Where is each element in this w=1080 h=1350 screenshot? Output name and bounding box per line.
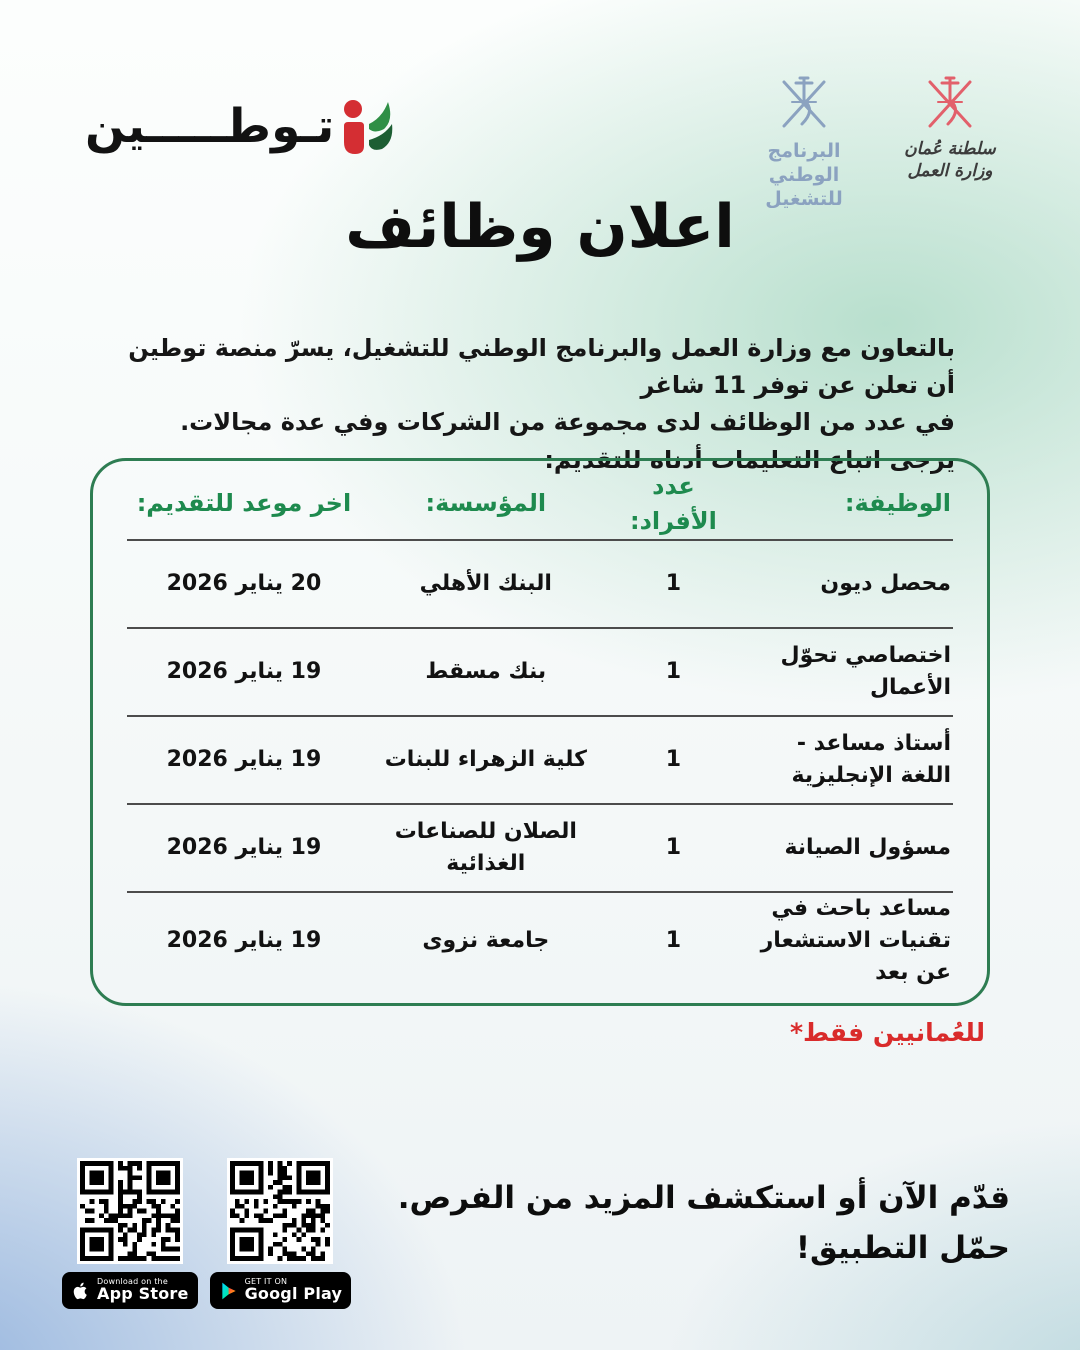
google-play-column [210, 1158, 352, 1309]
app-store-badge-bottom: App Store [97, 1284, 189, 1304]
deadline-cell: 19 يناير 2026 [166, 747, 322, 773]
google-play-badge-bottom: Googl Play [244, 1284, 343, 1304]
app-store-column [62, 1158, 198, 1309]
headcount-cell: 1 [665, 658, 682, 684]
government-logos [740, 72, 1014, 211]
job-title-cell: مسؤول الصيانة [784, 835, 951, 861]
intro-line-1: بالتعاون مع وزارة العمل والبرنامج الوطني للتشغيل، يسرّ منصة توطين أن تعلن عن توفر 11 شاغر [128, 334, 955, 400]
app-store-qr-code [77, 1158, 183, 1264]
app-download-section [62, 1158, 351, 1309]
job-title-cell: محصل ديون [820, 570, 951, 596]
google-play-badge[interactable] [210, 1272, 352, 1309]
organization-cell: البنك الأهلي [419, 570, 552, 596]
deadline-cell: 19 يناير 2026 [166, 658, 322, 684]
headcount-cell: 1 [665, 835, 682, 861]
job-title-cell: مساعد باحث في تقنيات الاستشعار عن بعد [760, 896, 951, 986]
intro-line-2: في عدد من الوظائف لدى مجموعة من الشركات وفي عدة مجالات. [180, 408, 955, 437]
ministry-logo-text: سلطنة عُمان وزارة العمل [904, 139, 996, 182]
ministry-of-labour-logo [886, 72, 1014, 182]
cta-line-1: قدّم الآن أو استكشف المزيد من الفرص. [397, 1180, 1010, 1216]
table-row [123, 541, 957, 627]
deadline-cell: 20 يناير 2026 [166, 570, 322, 596]
tawteen-logo-icon [342, 96, 394, 156]
table-row [123, 629, 957, 715]
job-title-cell: أستاذ مساعد - اللغة الإنجليزية [791, 731, 951, 789]
intro-line-3: يرجى اتباع التعليمات أدناه للتقديم: [544, 445, 955, 474]
apple-icon [71, 1281, 91, 1301]
header-deadline: اخر موعد للتقديم: [136, 489, 352, 518]
tawteen-logo-text: تـوطـــــين [85, 98, 335, 154]
header-org: المؤسسة: [425, 489, 547, 518]
cta-line-2: حمّل التطبيق! [795, 1230, 1010, 1266]
app-store-badge-top: Download on the [97, 1276, 168, 1286]
oman-emblem-icon [772, 72, 836, 136]
headcount-cell: 1 [665, 570, 682, 596]
google-play-qr-code [227, 1158, 333, 1264]
google-play-badge-top: GET IT ON [244, 1276, 288, 1286]
app-store-badge[interactable] [62, 1272, 198, 1309]
play-store-icon [219, 1281, 239, 1301]
header-count: عدد الأفراد: [630, 472, 717, 535]
deadline-cell: 19 يناير 2026 [166, 928, 322, 954]
table-header-row [123, 469, 957, 539]
national-employment-program-logo [740, 72, 868, 211]
headcount-cell: 1 [665, 928, 682, 954]
cta-text [398, 1180, 1010, 1266]
page-title: اعلان وظائف [345, 192, 735, 262]
oman-emblem-icon [918, 72, 982, 136]
organization-cell: جامعة نزوى [422, 928, 550, 954]
job-title-cell: اختصاصي تحوّل الأعمال [780, 642, 951, 700]
deadline-cell: 19 يناير 2026 [166, 835, 322, 861]
organization-cell: الصلان للصناعات الغذائية [394, 819, 577, 877]
header-job: الوظيفة: [844, 489, 951, 518]
table-row [123, 717, 957, 803]
omanis-only-note: للعُمانيين فقط* [789, 1018, 985, 1047]
headcount-cell: 1 [665, 747, 682, 773]
table-row [123, 805, 957, 891]
organization-cell: كلية الزهراء للبنات [384, 747, 587, 773]
jobs-table [90, 458, 990, 1006]
nep-logo-text: البرنامج الوطني للتشغيل [765, 140, 843, 210]
organization-cell: بنك مسقط [425, 658, 547, 684]
tawteen-logo [85, 96, 394, 156]
intro-paragraph [120, 330, 955, 479]
table-row [123, 893, 957, 989]
